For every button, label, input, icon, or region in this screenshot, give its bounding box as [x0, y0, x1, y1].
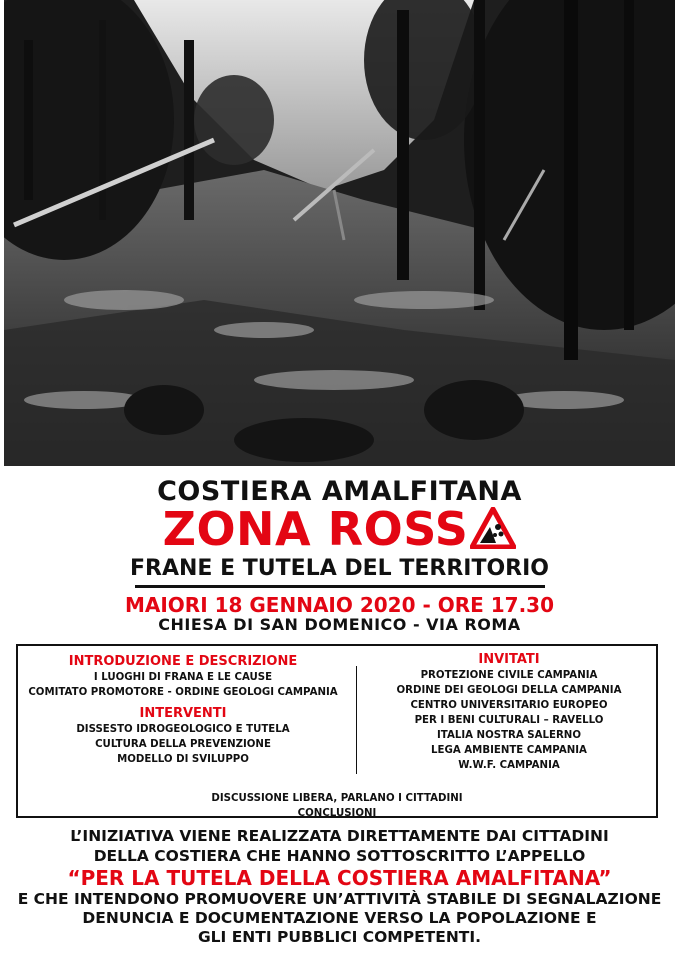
- program-right-column: [363, 652, 655, 773]
- subtitle-frane: FRANE E TUTELA DEL TERRITORIO: [130, 556, 549, 581]
- falling-rocks-warning-icon: [470, 506, 516, 560]
- interventi-item: DISSESTO IDROGEOLOGICO E TUTELA: [76, 724, 290, 735]
- footer-line-2: DELLA COSTIERA CHE HANNO SOTTOSCRITTO L’APPELLO: [93, 847, 586, 865]
- program-box: [16, 644, 658, 818]
- footer-line-5: GLI ENTI PUBBLICI COMPETENTI.: [197, 928, 482, 946]
- invitati-title: INVITATI: [478, 652, 540, 667]
- program-closing: [18, 791, 656, 821]
- footer-line-3: E CHE INTENDONO PROMUOVERE UN’ATTIVITÀ STABILE DI SEGNALAZIONE: [17, 890, 662, 908]
- footer-line-4: DENUNCIA E DOCUMENTAZIONE VERSO LA POPOLAZIONE E: [82, 909, 597, 927]
- closing-conclusions: CONCLUSIONI: [297, 808, 377, 819]
- event-date-time: MAIORI 18 GENNAIO 2020 - ORE 17.30: [124, 593, 555, 617]
- header-divider: [135, 585, 545, 588]
- footer-line-1: L’INIZIATIVA VIENE REALIZZATA DIRETTAMENTE DAI CITTADINI: [70, 827, 609, 845]
- interventi-title: INTERVENTI: [139, 706, 227, 721]
- intro-item: COMITATO PROMOTORE - ORDINE GEOLOGI CAMPANIA: [28, 687, 338, 698]
- interventi-item: CULTURA DELLA PREVENZIONE: [95, 739, 271, 750]
- title-zona-rossa-text: ZONA ROSS: [162, 502, 469, 556]
- invitati-item: ITALIA NOSTRA SALERNO: [437, 730, 581, 741]
- invitati-item: LEGA AMBIENTE CAMPANIA: [431, 745, 587, 756]
- invitati-item: W.W.F. CAMPANIA: [458, 760, 560, 771]
- intro-title: INTRODUZIONE E DESCRIZIONE: [68, 654, 298, 669]
- interventi-item: MODELLO DI SVILUPPO: [117, 754, 249, 765]
- title-zona-rossa: [0, 502, 679, 560]
- invitati-item: CENTRO UNIVERSITARIO EUROPEO: [410, 700, 608, 711]
- program-left-column: [18, 654, 348, 767]
- event-venue: CHIESA DI SAN DOMENICO - VIA ROMA: [158, 615, 521, 634]
- footer-intro: [0, 826, 679, 866]
- intro-item: I LUOGHI DI FRANA E LE CAUSE: [93, 672, 273, 683]
- column-divider: [356, 666, 357, 774]
- photo-illustration: [4, 0, 675, 466]
- footer-appeal: “PER LA TUTELA DELLA COSTIERA AMALFITANA”: [67, 866, 612, 890]
- title-costiera-amalfitana: COSTIERA AMALFITANA: [157, 476, 522, 507]
- footer-outro: [0, 890, 679, 947]
- closing-discussion: DISCUSSIONE LIBERA, PARLANO I CITTADINI: [211, 793, 463, 804]
- forest-landslide-photo: [4, 0, 675, 466]
- invitati-item: PROTEZIONE CIVILE CAMPANIA: [420, 670, 598, 681]
- invitati-item: ORDINE DEI GEOLOGI DELLA CAMPANIA: [396, 685, 622, 696]
- invitati-item: PER I BENI CULTURALI – RAVELLO: [414, 715, 604, 726]
